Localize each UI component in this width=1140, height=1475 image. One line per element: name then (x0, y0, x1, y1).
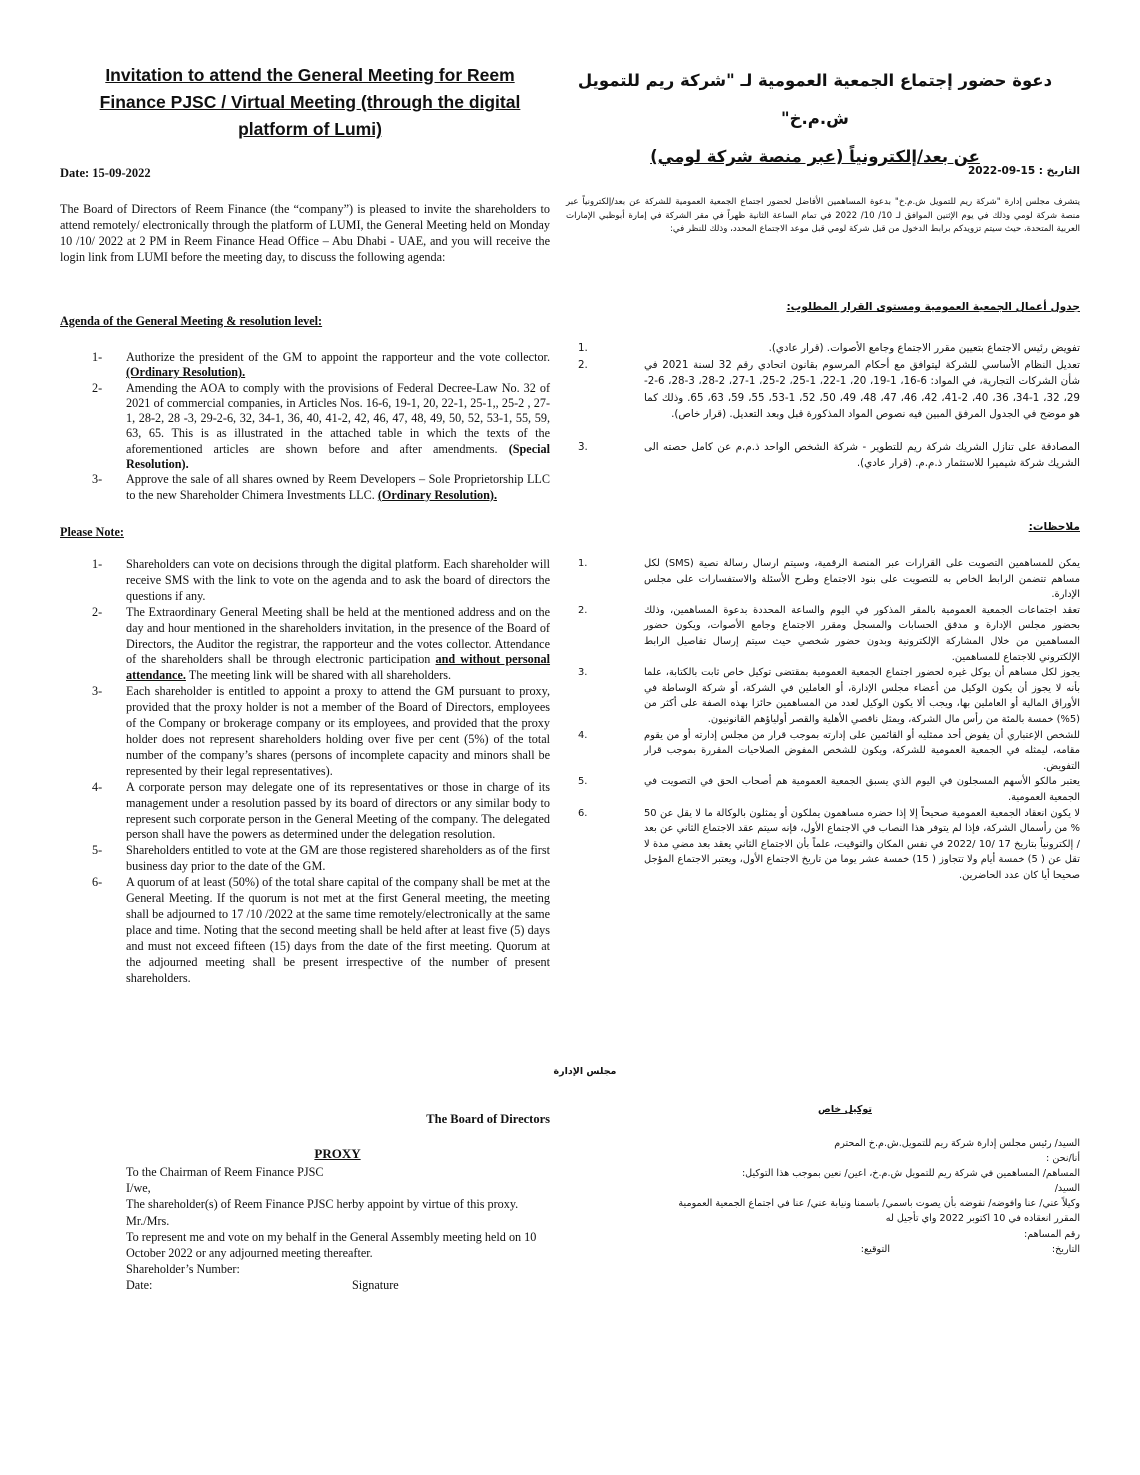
item-number: 6. (578, 807, 588, 819)
proxy-date-label: Date: (126, 1278, 153, 1293)
arabic-agenda-item (566, 439, 1080, 472)
item-text: Shareholders entitled to vote at the GM are those registered shareholders as of the first business day prior to the date of the GM. (126, 843, 550, 874)
arabic-agenda-item (566, 340, 1080, 357)
arabic-intro: يتشرف مجلس إدارة "شركة ريم للتمويل ش.م.خ" بدعوة المساهمين الأفاضل لحضور اجتماع الجمعية العمومية للشركة عن بعد/إلكترونياً عبر منصة شركة لومي وذلك في يوم الإثنين الموافق لـ 10/ 10/ 2022 في تمام الساعة الثانية ظهراً في مقر الشركة في إمارة أبوظبي الإمارات العربية المتحدة، حيث سيتم تزويدكم برابط الدخول من قبل شركة لومي قبل موعد الاجتماع المحدد، وذلك للنظر في: (566, 197, 1080, 235)
item-text: The meeting link will be shared with all shareholders. (188, 668, 452, 683)
proxy-line: Mr./Mrs. (126, 1213, 170, 1228)
item-number: 3- (92, 684, 103, 699)
english-note-item (60, 780, 550, 844)
proxy-line: السيد/ (1054, 1183, 1080, 1195)
arabic-note-heading: ملاحظات: (1028, 521, 1080, 533)
proxy-signature-label: التوقيع: (860, 1243, 890, 1255)
english-agenda-item (60, 350, 550, 381)
arabic-note-item (566, 806, 1080, 884)
item-number: 6- (92, 875, 103, 890)
arabic-note-item (566, 665, 1080, 727)
item-text: A corporate person may delegate one of its representatives or those in charge of its management under a resolution passed by its board of directors or any similar body to represent such corporate person in the General Meeting of the company. The delegated person shall have the powers as determined under the delegation resolution. (126, 779, 550, 842)
english-agenda-item (60, 381, 550, 473)
proxy-line: أنا/نحن : (1046, 1153, 1080, 1165)
item-text: تفويض رئيس الاجتماع بتعيين مقرر الاجتماع وجامع الأصوات. (قرار عادي). (768, 342, 1080, 354)
arabic-note-item (566, 728, 1080, 775)
arabic-note-item (566, 556, 1080, 603)
english-note-item (60, 684, 550, 779)
english-agenda-item (60, 472, 550, 503)
item-text: A quorum of at least (50%) of the total share capital of the company shall be met at the General Meeting. If the quorum is not met at the first General meeting, the meeting shall be adjourned to 17 /10 /2022 at the same time remotely/electronically at the same place and time. Noting that the second meeting shall be held after at least five (5) days and must not exceed fifteen (15) days from the date of the first meeting. Quorum at the adjourned meeting shall be present irrespective of the number of present shareholders. (126, 875, 550, 985)
proxy-date-signature-row (560, 1242, 1080, 1258)
arabic-date: التاريخ : 15-09-2022 (967, 165, 1080, 177)
proxy-line: المساهم/ المساهمين في شركة ريم للتمويل ش.م.خ، اعين/ نعين بموجب هذا التوكيل: (741, 1168, 1080, 1180)
resolution-level: (Ordinary Resolution). (126, 365, 246, 380)
arabic-title (550, 62, 1080, 176)
english-date: Date: 15-09-2022 (60, 166, 151, 180)
arabic-title-line-1: دعوة حضور إجتماع الجمعية العمومية لـ "شركة ريم للتمويل ش.م.خ" (577, 71, 1053, 128)
proxy-date-label: التاريخ: (1051, 1243, 1080, 1255)
english-note-item (60, 843, 550, 875)
item-number: 2- (92, 380, 103, 395)
item-text: Amending the AOA to comply with the provisions of Federal Decree-Law No. 32 of 2021 of commercial companies, in Articles Nos. 16-6, 19-1, 20, 22-1, 25-1,, 25-2 , 27-1, 28-2, 28 -3, 29-2-6, 32, 34-1, 36, 40, 41-2, 42, 46, 47, 48, 49, 50, 52, 53-1, 55, 59, 63, 65. This is as illustrated in the attached table in which the texts of the aforementioned articles are shown before and after amendments. (126, 380, 550, 456)
proxy-line: السيد/ رئيس مجلس إدارة شركة ريم للتمويل.ش.م.خ المحترم (834, 1138, 1080, 1149)
proxy-heading: PROXY (314, 1146, 361, 1161)
arabic-proxy-heading: توكيل خاص (818, 1104, 872, 1115)
resolution-level: (Ordinary Resolution). (377, 487, 497, 502)
item-number: 2. (578, 604, 588, 616)
english-title: Invitation to attend the General Meeting for Reem Finance PJSC / Virtual Meeting (through the digital platform of Lumi) (99, 65, 521, 139)
proxy-line: رقم المساهم: (1024, 1228, 1080, 1240)
item-number: 1- (92, 350, 103, 364)
item-text-emphasis: and without personal attendance. (126, 652, 551, 683)
english-board-label: The Board of Directors (426, 1112, 550, 1126)
english-note-item (60, 557, 550, 605)
item-text: للشخص الإعتباري أن يفوض أحد ممثليه أو القائمين على إدارته بموجب قرار من مجلس إدارته أو من يقوم مقامه، ليمثله في الجمعية العمومية للشركة، ويكون للشخص المفوض الصلاحيات المقررة بموجب قرار التفويض. (644, 729, 1080, 772)
english-note-heading: Please Note: (60, 525, 124, 539)
item-text: المصادقة على تنازل الشريك شركة ريم للتطوير - شركة الشخص الواحد ذ.م.م عن كامل حصته الى الشريك شركة شيميرا للاستثمار ذ.م.م. (قرار عادي). (644, 440, 1080, 469)
proxy-line: The shareholder(s) of Reem Finance PJSC herby appoint by virtue of this proxy. (126, 1197, 519, 1212)
proxy-line: To represent me and vote on my behalf in the General Assembly meeting held on 10 October 2022 or any adjourned meeting thereafter. (126, 1229, 537, 1261)
item-number: 3. (578, 440, 588, 453)
item-text: تعديل النظام الأساسي للشركة ليتوافق مع أحكام المرسوم بقانون اتحادي رقم 32 لسنة 2021 في شأن الشركات التجارية، في المواد: 6-16، 1-19، 20، 1-22، 1-25، 2-25، 1-27، 2-28، 3-28، 6-2-29، 32، 1-34، 36، 40، 2-41، 42، 46، 47، 48، 49، 50، 52، 1-53، 55، 59، 63، 65. وذلك كما هو موضح في الجدول المرفق المبين فيه نصوص المواد المذكورة قبل وبعد التعديل. (قرار خاص). (644, 358, 1081, 420)
item-text: لا يكون انعقاد الجمعية العمومية صحيحاً إلا إذا حضره مساهمون يملكون أو يمثلون بالوكالة ما لا يقل عن 50 % من رأسمال الشركة، فإذا لم يتوفر هذا النصاب في الاجتماع الأول، فإنه سيتم عقد الاجتماع الثاني عن بعد / إلكترونياً بتاريخ 17 /10 /2022 في نفس المكان والتوقيت، علماً بأن الاجتماع الثاني يعقد بعد مضي مدة لا تقل عن ( 5) خمسة أيام ولا تتجاوز ( 15) خمسة عشر يوما من تاريخ الاجتماع الأول، ويعتبر الاجتماع المؤجل صحيحا أيا كان عدد الحاضرين. (644, 807, 1081, 881)
item-text: Approve the sale of all shares owned by Reem Developers – Sole Proprietorship LLC to the new Shareholder Chimera Investments LLC. (126, 472, 550, 502)
proxy-line: المقرر انعقاده في 10 اكتوبر 2022 واي تأجيل له (885, 1213, 1080, 1225)
item-number: 5- (92, 843, 103, 858)
arabic-note-item (566, 774, 1080, 805)
english-note-item (60, 875, 550, 986)
arabic-agenda-item (566, 357, 1080, 423)
english-intro: The Board of Directors of Reem Finance (the “company”) is pleased to invite the shareholders to attend remotely/ electronically through the platform of LUMI, the General Meeting held on Monday 10 /10/ 2022 at 2 PM in Reem Finance Head Office – Abu Dhabi - UAE, and you will receive the login link from LUMI before the meeting day, to discuss the following agenda: (60, 202, 550, 264)
item-text: Each shareholder is entitled to appoint a proxy to attend the GM pursuant to proxy, provided that the proxy holder is not a member of the Board of Directors, employees of the Company or brokerage company or its employees, and provided that the proxy holder does not represent shareholders holding over five per cent (5%) of the total number of the company’s shares (persons of incomplete capacity and minors shall be represented by their legal representatives). (126, 684, 550, 778)
english-agenda-list (60, 350, 550, 503)
proxy-line: Shareholder’s Number: (126, 1262, 240, 1277)
proxy-line: I/we, (126, 1181, 151, 1196)
english-note-item (60, 605, 550, 685)
item-number: 1. (578, 342, 588, 354)
proxy-line: To the Chairman of Reem Finance PJSC (126, 1165, 324, 1179)
arabic-note-item (566, 603, 1080, 665)
arabic-agenda-heading: جدول أعمال الجمعية العمومية ومستوى القرار المطلوب: (786, 301, 1080, 313)
item-number: 4- (92, 779, 103, 794)
item-text: Authorize the president of the GM to appoint the rapporteur and the vote collector. (126, 350, 550, 364)
arabic-board-label: مجلس الإدارة (553, 1066, 617, 1077)
item-number: 4. (578, 729, 588, 741)
item-text: يعتبر مالكو الأسهم المسجلون في اليوم الذي يسبق الجمعية العمومية هم أصحاب الحق في التصويت في الجمعية العمومية. (644, 776, 1080, 803)
item-number: 3. (578, 667, 588, 679)
item-text: يمكن للمساهمين التصويت على القرارات عبر المنصة الرقمية، وسيتم ارسال رسالة نصية (SMS) لكل مساهم تتضمن الرابط الخاص به للتصويت على بنود الاجتماع وطرح الأسئلة والاستفسارات على مجلس الإدارة. (644, 558, 1080, 601)
arabic-agenda-list (566, 340, 1080, 472)
item-number: 2- (92, 604, 103, 619)
item-number: 3- (92, 472, 103, 487)
item-text: يجوز لكل مساهم أن يوكل غيره لحضور اجتماع الجمعية العمومية بمقتضى توكيل خاص ثابت بالكتابة، علما بأنه لا يجوز أن يكون الوكيل من أعضاء مجلس الإدارة، أو العاملين في الشركة، أو شركة الوساطة في الأوراق المالية أو العاملين بها، ويجب ألا يكون الوكيل لعدد من المساهمين حائزا بهذه الصفة على أكثر من (5%) خمسة بالمئة من رأس مال الشركة، ويمثل ناقصي الأهلية والقصر أولياؤهم القانونيون. (644, 667, 1080, 725)
item-text: The Extraordinary General Meeting shall be held at the mentioned address and on the day and hour mentioned in the shareholders invitation, in the presence of the Board of Directors, the Auditor the registrar, the rapporteur and the votes collector. Attendance of the shareholders shall be through electronic participation (126, 604, 550, 667)
arabic-notes-list (566, 556, 1080, 883)
resolution-level: (Special Resolution). (126, 441, 550, 472)
proxy-signature-label: Signature (352, 1278, 399, 1293)
arabic-proxy-form (560, 1136, 1080, 1258)
item-text: Shareholders can vote on decisions through the digital platform. Each shareholder will receive SMS with the link to vote on the agenda and to ask the board of directors the questions if any. (126, 557, 550, 603)
item-number: 1. (578, 558, 588, 569)
item-text: تعقد اجتماعات الجمعية العمومية بالمقر المذكور في اليوم والساعة المحددة بدعوة المساهمين، وذلك بحضور مجلس الإدارة و مدقق الحسابات والمسجل ومقرر الاجتماع وجامع الأصوات، ويكون حضور المساهمين من خلال المشاركة الإلكترونية وبدون حضور شخصي حيث سيتم إرسال تفاصيل الرابط الإلكتروني للاجتماع للمساهمين. (644, 604, 1080, 663)
item-number: 5. (578, 776, 588, 788)
english-proxy-form (126, 1164, 546, 1293)
arabic-title-line-2: عن بعد/إلكترونياً (عبر منصة شركة لومي) (650, 147, 980, 166)
item-number: 2. (578, 358, 588, 371)
english-notes-list (60, 557, 550, 986)
english-agenda-heading: Agenda of the General Meeting & resolution level: (60, 314, 323, 328)
proxy-line: وكيلاً عني/ عنا وافوضه/ نفوضه بأن يصوت باسمي/ باسمنا ونيابة عني/ عنا في اجتماع الجمعية العمومية (678, 1198, 1080, 1210)
proxy-date-signature-row (126, 1277, 546, 1293)
item-number: 1- (92, 557, 103, 571)
